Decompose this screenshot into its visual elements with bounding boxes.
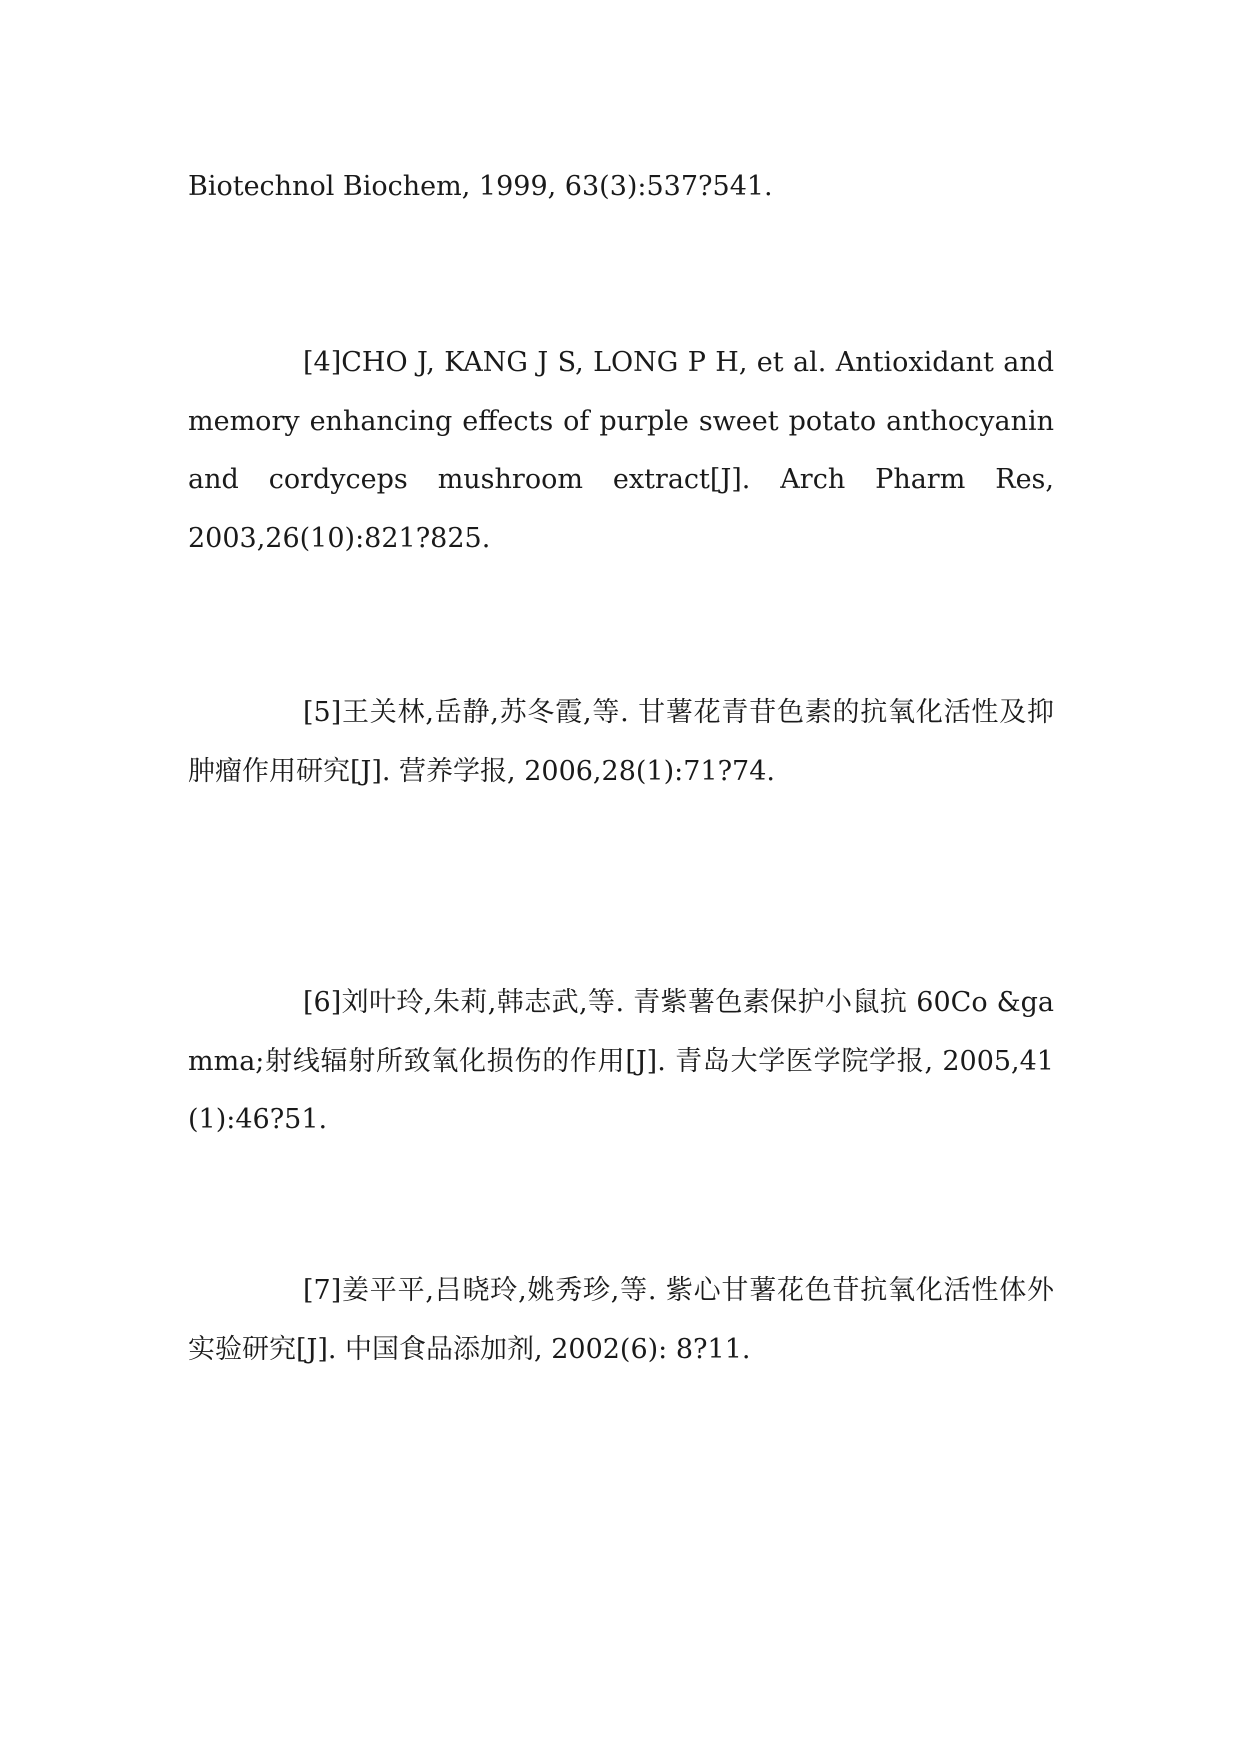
reference-6: [6]刘叶玲,朱莉,韩志武,等. 青紫薯色素保护小鼠抗 60Co &gamma;射线辐射所致氧化损伤的作用[J]. 青岛大学医学院学报, 2005,41(1):46?51.	[188, 987, 1054, 1135]
reference-4: [4]CHO J, KANG J S, LONG P H, et al. Antioxidant and memory enhancing effects of purple sweet potato anthocyanin and cordyceps mushroom extract[J]. Arch Pharm Res, 2003,26(10):821?825.	[188, 347, 1054, 554]
reference-5: [5]王关林,岳静,苏冬霞,等. 甘薯花青苷色素的抗氧化活性及抑肿瘤作用研究[J]. 营养学报, 2006,28(1):71?74.	[188, 697, 1054, 787]
reference-3-continuation: Biotechnol Biochem, 1999, 63(3):537?541.	[188, 171, 773, 202]
reference-7: [7]姜平平,吕晓玲,姚秀珍,等. 紫心甘薯花色苷抗氧化活性体外实验研究[J]. 中国食品添加剂, 2002(6): 8?11.	[188, 1275, 1054, 1365]
